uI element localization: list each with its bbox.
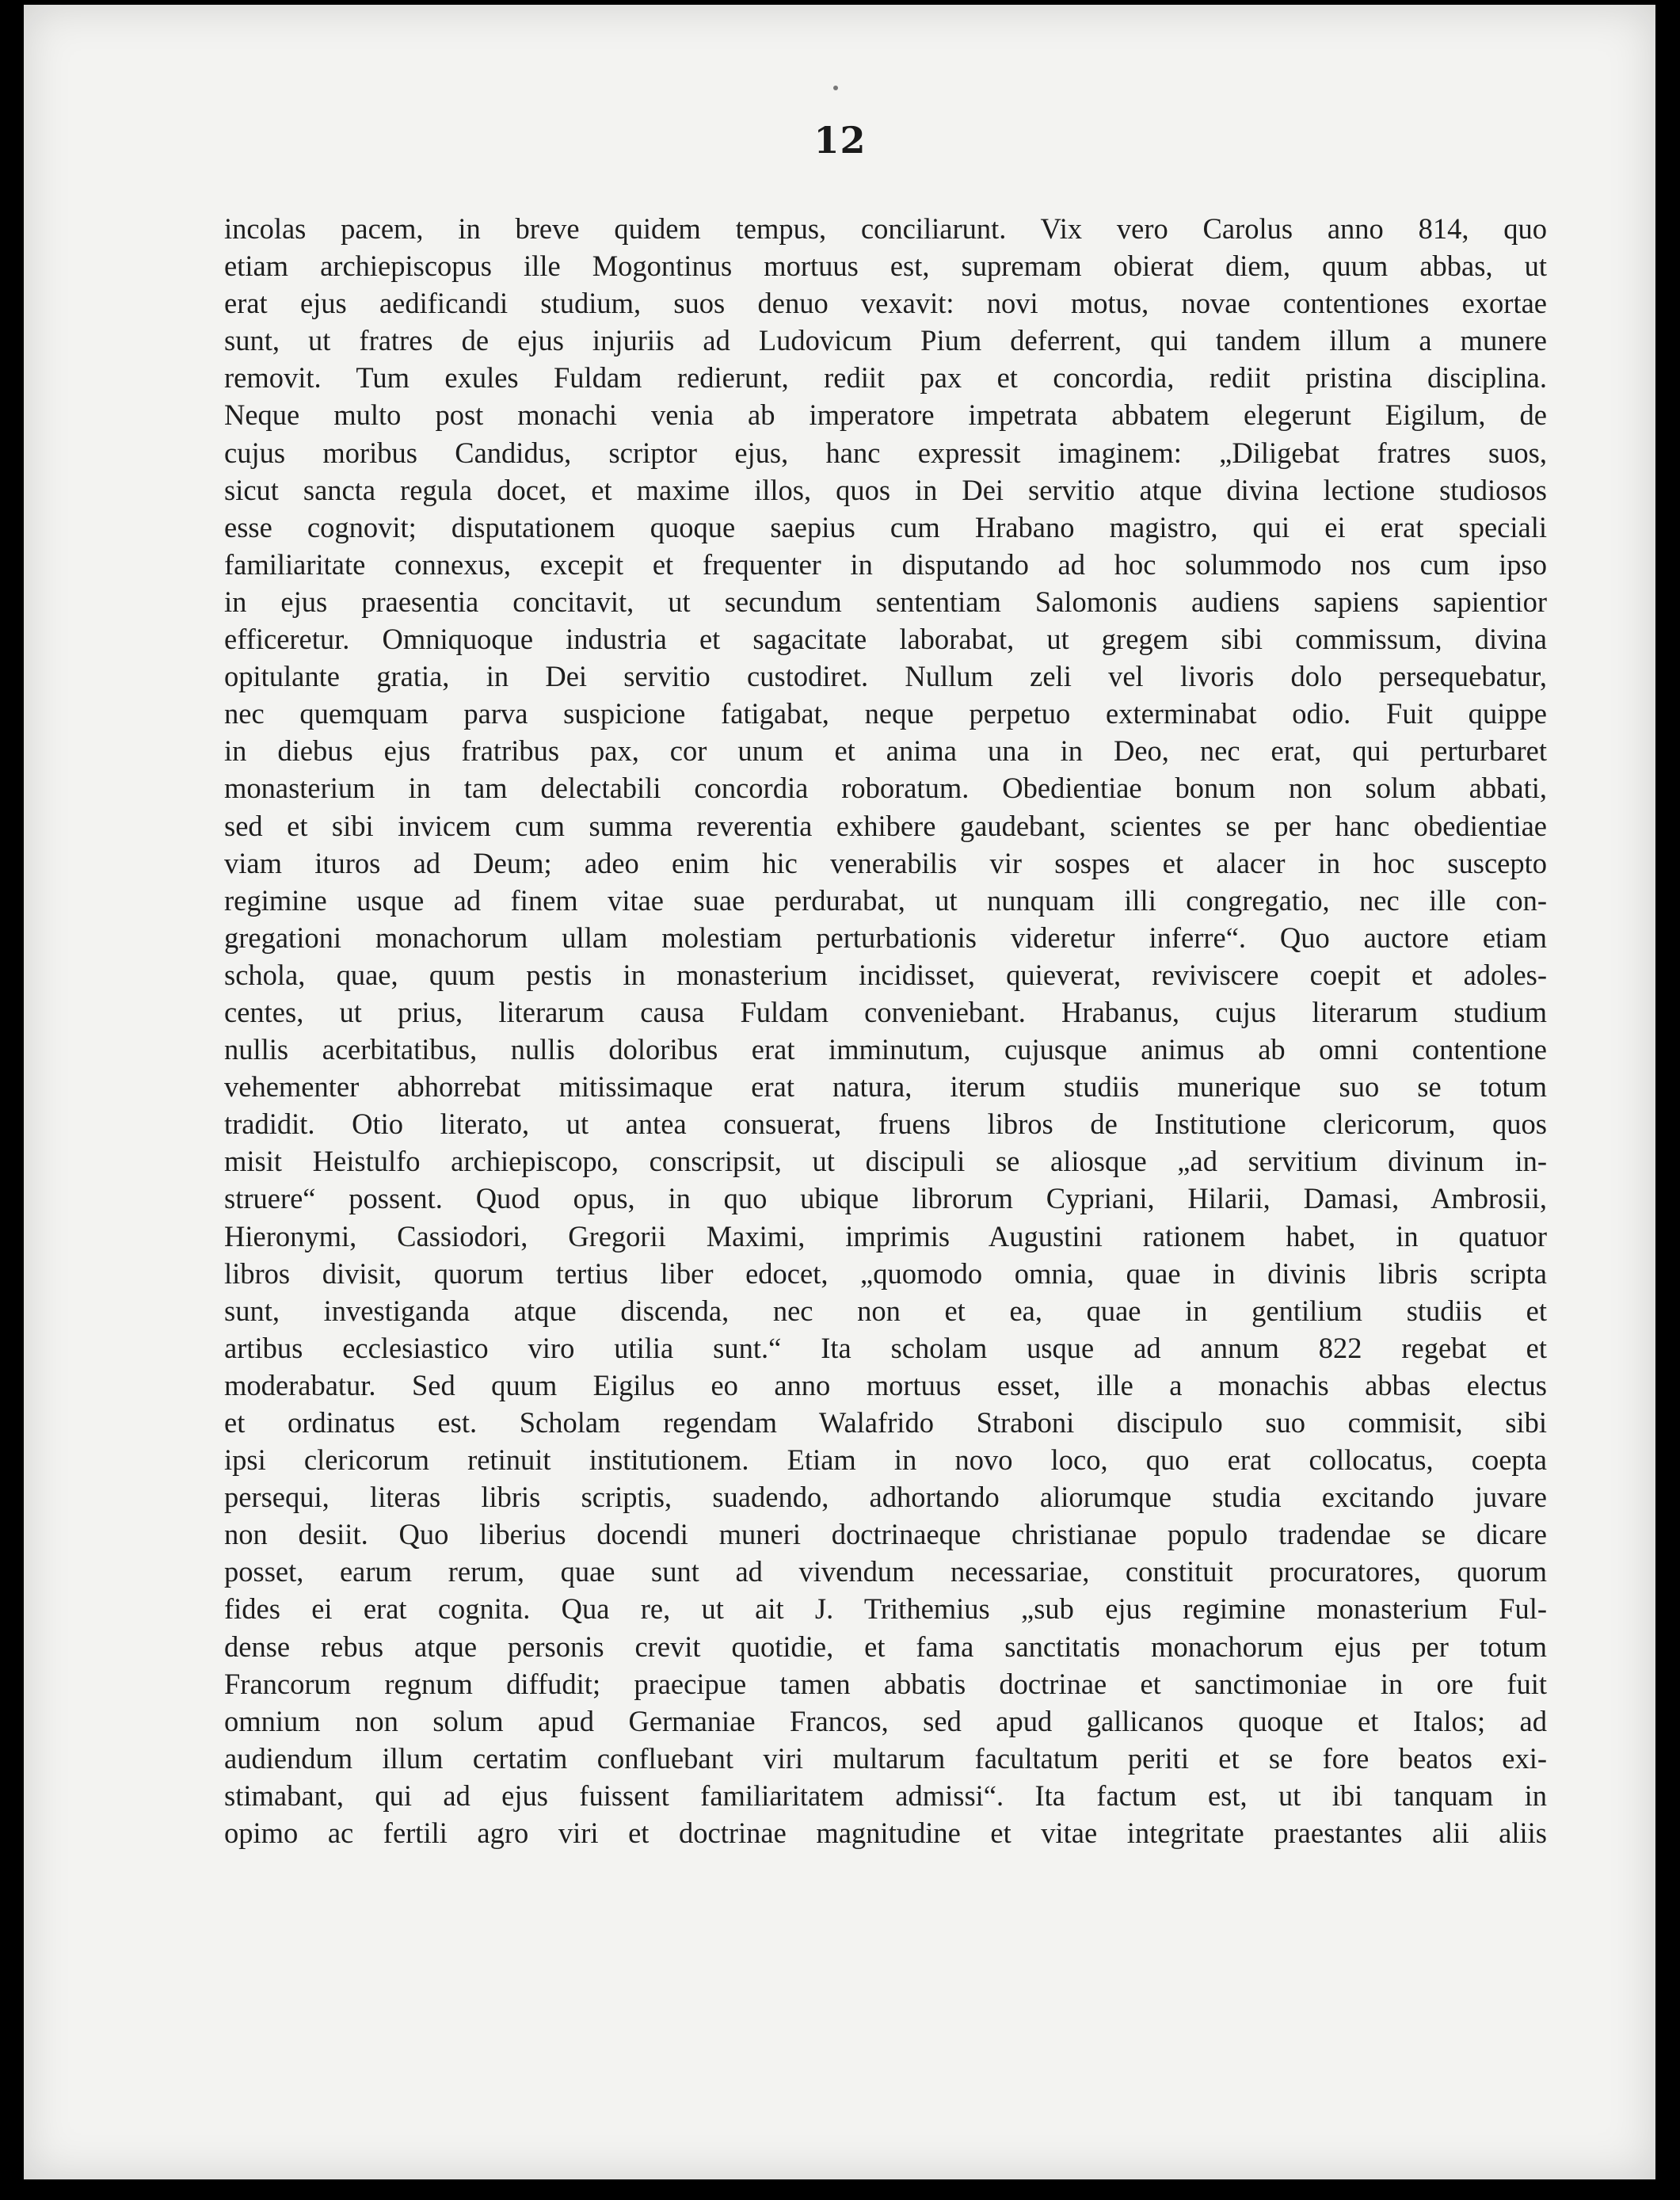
text-line: stimabant, qui ad ejus fuissent familiaritatem admissi“. Ita factum est, ut ibi tanquam in <box>224 1779 1547 1812</box>
ink-smudge <box>833 86 838 90</box>
text-line: esse cognovit; disputationem quoque saepius cum Hrabano magistro, qui ei erat speciali <box>224 510 1547 543</box>
text-line: in ejus praesentia concitavit, ut secundum sententiam Salomonis audiens sapiens sapientior <box>224 585 1547 618</box>
text-line: artibus ecclesiastico viro utilia sunt.“ Ita scholam usque ad annum 822 regebat et <box>224 1331 1547 1364</box>
text-line: posset, earum rerum, quae sunt ad vivendum necessariae, constituit procuratores, quorum <box>224 1555 1547 1588</box>
text-line: efficeretur. Omniquoque industria et sagacitate laborabat, ut gregem sibi commissum, divina <box>224 623 1547 656</box>
text-line: regimine usque ad finem vitae suae perdurabat, ut nunquam illi congregatio, nec ille con- <box>224 883 1547 917</box>
text-line: cujus moribus Candidus, scriptor ejus, hanc expressit imaginem: „Diligebat fratres suos, <box>224 436 1547 469</box>
text-line: ipsi clericorum retinuit institutionem. Etiam in novo loco, quo erat collocatus, coepta <box>224 1443 1547 1477</box>
text-line: centes, ut prius, literarum causa Fuldam conveniebant. Hrabanus, cujus literarum studium <box>224 995 1547 1028</box>
text-line: persequi, literas libris scriptis, suadendo, adhortando aliorumque studia excitando juvare <box>224 1481 1547 1514</box>
text-line: erat ejus aedificandi studium, suos denuo vexavit: novi motus, novae contentiones exortae <box>224 287 1547 320</box>
text-line: omnium non solum apud Germaniae Francos, sed apud gallicanos quoque et Italos; ad <box>224 1704 1547 1737</box>
text-line: Hieronymi, Cassiodori, Gregorii Maximi, imprimis Augustini rationem habet, in quatuor <box>224 1219 1547 1253</box>
text-line: etiam archiepiscopus ille Mogontinus mortuus est, supremam obierat diem, quum abbas, ut <box>224 250 1547 283</box>
text-line: in diebus ejus fratribus pax, cor unum et anima una in Deo, nec erat, qui perturbaret <box>224 734 1547 768</box>
text-line: monasterium in tam delectabili concordia roboratum. Obedientiae bonum non solum abbati, <box>224 772 1547 805</box>
text-line: non desiit. Quo liberius docendi muneri doctrinaeque christianae populo tradendae se dicare <box>224 1518 1547 1551</box>
text-line: Neque multo post monachi venia ab imperatore impetrata abbatem elegerunt Eigilum, de <box>224 398 1547 432</box>
text-line: et ordinatus est. Scholam regendam Walafrido Straboni discipulo suo commisit, sibi <box>224 1406 1547 1439</box>
text-line: dense rebus atque personis crevit quotidie, et fama sanctitatis monachorum ejus per totum <box>224 1630 1547 1663</box>
text-line: sunt, investiganda atque discenda, nec non et ea, quae in gentilium studiis et <box>224 1294 1547 1327</box>
text-line: opitulante gratia, in Dei servitio custodiret. Nullum zeli vel livoris dolo persequebatur, <box>224 660 1547 693</box>
text-line: sicut sancta regula docet, et maxime illos, quos in Dei servitio atque divina lectione studiosos <box>224 473 1547 506</box>
body-text <box>224 210 1547 1851</box>
text-line: nullis acerbitatibus, nullis doloribus erat imminutum, cujusque animus ab omni contentione <box>224 1033 1547 1066</box>
text-line: libros divisit, quorum tertius liber edocet, „quomodo omnia, quae in divinis libris scripta <box>224 1256 1547 1290</box>
text-line: tradidit. Otio literato, ut antea consuerat, fruens libros de Institutione clericorum, quos <box>224 1108 1547 1141</box>
text-line: nec quemquam parva suspicione fatigabat, neque perpetuo exterminabat odio. Fuit quippe <box>224 697 1547 730</box>
text-line: sunt, ut fratres de ejus injuriis ad Ludovicum Pium deferrent, qui tandem illum a munere <box>224 324 1547 357</box>
text-line: schola, quae, quum pestis in monasterium incidisset, quieverat, reviviscere coepit et adoles- <box>224 958 1547 991</box>
text-line: audiendum illum certatim confluebant viri multarum facultatum periti et se fore beatos exi- <box>224 1741 1547 1775</box>
text-line: removit. Tum exules Fuldam redierunt, rediit pax et concordia, rediit pristina disciplina. <box>224 361 1547 395</box>
text-line: misit Heistulfo archiepiscopo, conscripsit, ut discipuli se aliosque „ad servitium divinum in- <box>224 1145 1547 1178</box>
text-line: familiaritate connexus, excepit et frequenter in disputando ad hoc solummodo nos cum ipso <box>224 547 1547 581</box>
page-number: 12 <box>813 119 867 162</box>
text-line: viam ituros ad Deum; adeo enim hic venerabilis vir sospes et alacer in hoc suscepto <box>224 846 1547 879</box>
text-line: fides ei erat cognita. Qua re, ut ait J. Trithemius „sub ejus regimine monasterium Ful- <box>224 1592 1547 1626</box>
text-line: opimo ac fertili agro viri et doctrinae magnitudine et vitae integritate praestantes alii aliis <box>224 1817 1547 1850</box>
text-line: moderabatur. Sed quum Eigilus eo anno mortuus esset, ille a monachis abbas electus <box>224 1368 1547 1401</box>
text-line: incolas pacem, in breve quidem tempus, conciliarunt. Vix vero Carolus anno 814, quo <box>224 212 1547 245</box>
text-line: gregationi monachorum ullam molestiam perturbationis videretur inferre“. Quo auctore etiam <box>224 921 1547 954</box>
text-line: struere“ possent. Quod opus, in quo ubique librorum Cypriani, Hilarii, Damasi, Ambrosii, <box>224 1182 1547 1215</box>
text-line: Francorum regnum diffudit; praecipue tamen abbatis doctrinae et sanctimoniae in ore fuit <box>224 1667 1547 1700</box>
text-line: vehementer abhorrebat mitissimaque erat natura, iterum studiis munerique suo se totum <box>224 1070 1547 1104</box>
text-line: sed et sibi invicem cum summa reverentia exhibere gaudebant, scientes se per hanc obedientiae <box>224 809 1547 842</box>
